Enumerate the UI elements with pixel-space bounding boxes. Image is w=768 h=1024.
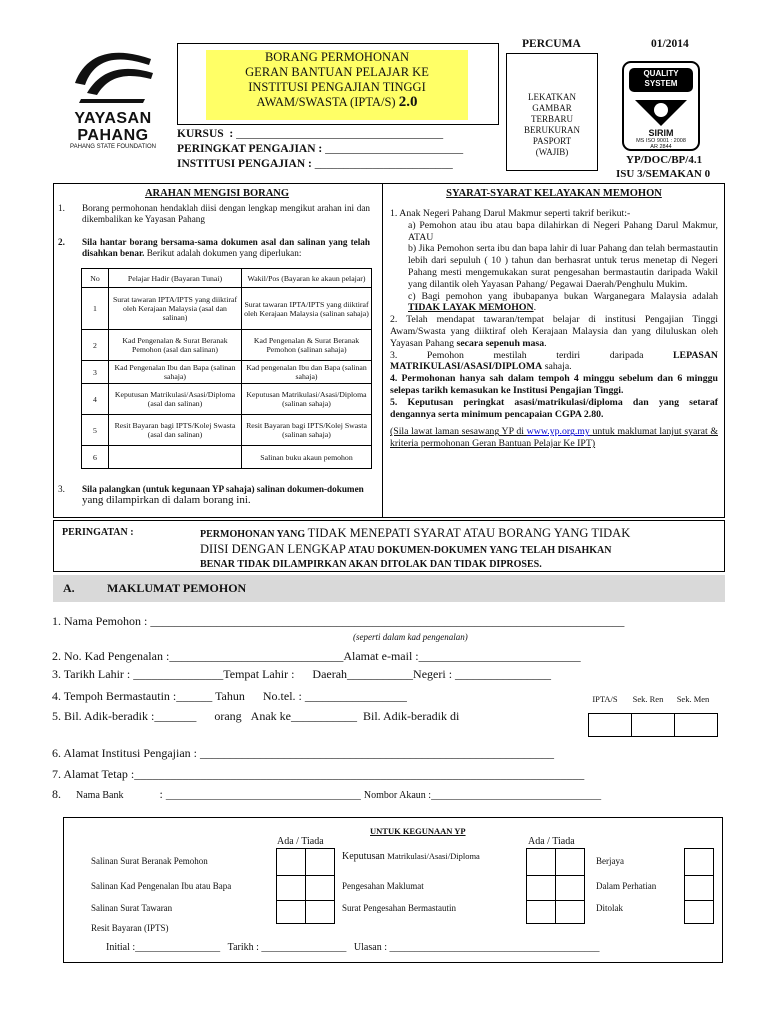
ic-email-field[interactable]: 2. No. Kad Pengenalan :_____________________________Alamat e-mail :___________________________ <box>52 649 581 663</box>
logo-name-1: YAYASAN <box>74 110 152 127</box>
syarat-1c: c) Bagi pemohon yang ibubapanya bukan Warganegara Malaysia adalah TIDAK LAYAK MEMOHON. <box>408 290 718 314</box>
arahan-3-number: 3. <box>58 484 65 494</box>
title-line-1: BORANG PERMOHONAN <box>264 50 410 64</box>
peringatan-label: PERINGATAN : <box>62 527 134 538</box>
col-no: No <box>82 269 109 288</box>
logo-name-2: PAHANG <box>77 127 149 144</box>
documents-table <box>81 268 372 469</box>
section-a-title: MAKLUMAT PEMOHON <box>107 581 247 595</box>
yp-mid-3: Surat Pengesahan Bermastautin <box>342 903 456 913</box>
yp-status-checkboxes <box>684 848 714 924</box>
panel-divider <box>382 183 383 518</box>
peringatan-text: PERMOHONAN YANG TIDAK MENEPATI SYARAT ATAU BORANG YANG TIDAK DIISI DENGAN LENGKAP ATAU DOKUMEN-DOKUMEN YANG TELAH DISAHKAN BENAR TIDAK DILAMPIRKAN AKAN DITOLAK DAN TIDAK DIPROSES. <box>200 526 631 570</box>
sirim-name: SIRIM <box>648 128 674 138</box>
table-row: 6 Salinan buku akaun pemohon <box>82 446 372 469</box>
title-line-3: INSTITUSI PENGAJIAN TINGGI <box>248 80 426 94</box>
checkbox[interactable] <box>527 901 556 924</box>
bank-field[interactable]: 8. Nama Bank : _______________________________________ Nombor Akaun :__________________________________ <box>52 787 602 801</box>
institusi-field[interactable]: INSTITUSI PENGAJIAN : ________________________ <box>177 158 453 170</box>
syarat-list <box>390 208 718 450</box>
nama-pemohon-field[interactable]: 1. Nama Pemohon : _______________________________________________________________________________ <box>52 614 625 628</box>
syarat-4: 4. Permohonan hanya sah dalam tempoh 4 minggu sebelum dan 6 minggu selepas tarikh kemasukan ke Institusi Pengajian Tinggi. <box>390 373 718 396</box>
checkbox[interactable] <box>527 849 556 876</box>
sirim-quality-logo <box>621 60 701 152</box>
col-pelajar-hadir: Pelajar Hadir (Bayaran Tunai) <box>109 269 242 288</box>
yp-right-3: Ditolak <box>596 903 623 913</box>
checkbox[interactable] <box>277 876 306 901</box>
form-title-box <box>177 43 499 125</box>
tarikh-lahir-field[interactable]: 3. Tarikh Lahir : _______________Tempat Lahir : Daerah___________Negeri : ________________ <box>52 667 552 681</box>
arahan-3: Sila palangkan (untuk kegunaan YP sahaja) salinan dokumen-dokumen yang dilampirkan di dalam borang ini. <box>82 484 364 506</box>
checkbox[interactable] <box>277 849 306 876</box>
table-row: 4 Keputusan Matrikulasi/Asasi/Diploma (asal dan salinan) Keputusan Matrikulasi/Asasi/Diploma (salinan sahaja) <box>82 384 372 415</box>
syarat-1: 1. Anak Negeri Pahang Darul Makmur seperti takrif berikut:- <box>390 208 631 219</box>
arahan-heading: ARAHAN MENGISI BORANG <box>144 188 290 199</box>
kursus-field[interactable]: KURSUS : ____________________________________ <box>177 128 444 140</box>
alamat-tetap-field[interactable]: 7. Alamat Tetap :___________________________________________________________________________ <box>52 767 585 781</box>
arahan-2: Sila hantar borang bersama-sama dokumen asal dan salinan yang telah disahkan benar. Berikut adalah dokumen yang diperlukan: <box>82 237 370 258</box>
checkbox[interactable] <box>685 876 714 901</box>
logo-emblem-icon <box>57 43 169 105</box>
yp-left-1: Salinan Surat Beranak Pemohon <box>91 856 208 866</box>
adik-beradik-field[interactable]: 5. Bil. Adik-beradik :_______ orang Anak ke___________ Bil. Adik-beradik di <box>52 709 460 723</box>
table-row: 2 Kad Pengenalan & Surat Beranak Pemohon (asal dan salinan) Kad Pengenalan & Surat Beranak Pemohon (salinan sahaja) <box>82 330 372 361</box>
table-row: 1 Surat tawaran IPTA/IPTS yang diiktiraf oleh Kerajaan Malaysia (asal dan salinan) Surat tawaran IPTA/IPTS yang diiktiraf oleh Kerajaan Malaysia (salinan sahaja) <box>82 288 372 330</box>
checkbox[interactable] <box>527 876 556 901</box>
alamat-institusi-field[interactable]: 6. Alamat Institusi Pengajian : ___________________________________________________________ <box>52 746 554 760</box>
yp-left-3: Salinan Surat Tawaran <box>91 903 173 913</box>
title-line-2: GERAN BANTUAN PELAJAR KE <box>245 65 429 79</box>
ada-tiada-1: Ada / Tiada <box>277 836 324 847</box>
section-a-letter: A. <box>63 581 75 595</box>
syarat-note: (Sila lawat laman sesawang YP di www.yp.org.my untuk maklumat lanjut syarat & kriteria permohonan Geran Bantuan Pelajar Ke IPT) <box>390 426 719 450</box>
ipta-count-box[interactable] <box>589 714 632 737</box>
table-row: 5 Resit Bayaran bagi IPTS/Kolej Swasta (asal dan salinan) Resit Bayaran bagi IPTS/Kolej Swasta (salinan sahaja) <box>82 415 372 446</box>
yayasan-pahang-logo <box>57 43 169 173</box>
nama-note: (seperti dalam kad pengenalan) <box>353 632 468 642</box>
yp-mid-checkboxes <box>526 848 585 924</box>
yp-left-2: Salinan Kad Pengenalan Ibu atau Bapa <box>91 881 232 891</box>
yp-right-2: Dalam Perhatian <box>596 881 657 891</box>
documents-table-header <box>82 269 372 288</box>
form-title <box>206 50 468 120</box>
arahan-1: Borang permohonan hendaklah diisi dengan lengkap mengikut arahan ini dan dikembalikan ke Yayasan Pahang <box>82 203 370 224</box>
table-row: 3 Kad Pengenalan Ibu dan Bapa (salinan sahaja) Kad pengenalan Ibu dan Bapa (salinan sahaja) <box>82 361 372 384</box>
checkbox[interactable] <box>556 876 585 901</box>
doc-code: YP/DOC/BP/4.1 <box>626 154 703 166</box>
checkbox[interactable] <box>685 901 714 924</box>
syarat-3: 3. Pemohon mestilah terdiri daripada LEPASAN MATRIKULASI/ASASI/DIPLOMA sahaja. <box>390 349 718 373</box>
checkbox[interactable] <box>277 901 306 924</box>
yp-mid-2: Pengesahan Maklumat <box>342 881 424 891</box>
ada-tiada-2: Ada / Tiada <box>528 836 575 847</box>
sirim-cert: MS ISO 9001 : 2008 AR 2844 <box>636 138 686 150</box>
syarat-1a: a) Pemohon atau ibu atau bapa dilahirkan di Negeri Pahang Darul Makmur, ATAU <box>408 219 718 243</box>
form-number: 01/2014 <box>651 38 689 50</box>
syarat-2: 2. Telah mendapat tawaran/tempat belajar di institusi Pengajian Tinggi Awam/Swasta yang diiktiraf oleh Kerajaan Malaysia dan yang diluluskan oleh Yayasan Pahang secara sepenuh masa. <box>390 314 718 349</box>
yp-left-checkboxes <box>276 848 335 924</box>
passport-photo-box: LEKATKAN GAMBAR TERBARU BERUKURAN PASPORT (WAJIB) <box>506 53 598 171</box>
yp-right-1: Berjaya <box>596 856 624 866</box>
checkbox[interactable] <box>556 849 585 876</box>
checkbox[interactable] <box>556 901 585 924</box>
checkbox[interactable] <box>685 849 714 876</box>
syarat-5: 5. Keputusan peringkat asasi/matrikulasi/diploma dan yang setaraf dengannya serta minimum pencapaian CGPA 2.80. <box>390 396 718 420</box>
syarat-1b: b) Jika Pemohon serta ibu dan bapa lahir di luar Pahang dan telah bermastautin lebih dari sepuluh ( 10 ) tahun dan berhasrat untuk terus menetap di Negeri Pahang mesti mengemukakan surat pengesahan bermastautin daripada Wakil yang dilantik oleh Yayasan Pahang/ Pegawai Daerah/Penghulu Mukim. <box>408 243 718 290</box>
doc-isu: ISU 3/SEMAKAN 0 <box>616 168 711 180</box>
sek-men-count-box[interactable] <box>675 714 718 737</box>
checkbox[interactable] <box>306 849 335 876</box>
yp-use-heading: UNTUK KEGUNAAN YP <box>370 826 466 836</box>
yp-mid-1: Keputusan Matrikulasi/Asasi/Diploma <box>342 851 480 862</box>
sek-headers: IPTA/S Sek. Ren Sek. Men <box>592 694 710 704</box>
yp-signoff-line[interactable]: Initial :_________________ Tarikh : _________________ Ulasan : __________________________________________ <box>106 942 600 953</box>
syarat-heading: SYARAT-SYARAT KELAYAKAN MEMOHON <box>446 188 662 199</box>
sirim-quality-text: QUALITY SYSTEM <box>643 69 679 88</box>
tempoh-field[interactable]: 4. Tempoh Bermastautin :______ Tahun No.tel. : _________________ <box>52 689 407 703</box>
yp-left-4: Resit Bayaran (IPTS) <box>91 923 169 933</box>
arahan-1-number: 1. <box>58 203 65 213</box>
logo-subtitle: PAHANG STATE FOUNDATION <box>70 144 156 150</box>
sibling-count-boxes <box>588 713 718 737</box>
yp-website-link[interactable]: www.yp.org.my <box>526 426 590 438</box>
sek-ren-count-box[interactable] <box>632 714 675 737</box>
checkbox[interactable] <box>306 876 335 901</box>
peringkat-field[interactable]: PERINGKAT PENGAJIAN : ________________________ <box>177 143 464 155</box>
arahan-2-number: 2. <box>58 237 65 247</box>
title-line-4: AWAM/SWASTA (IPTA/S) 2.0 <box>256 94 418 110</box>
percuma-label: PERCUMA <box>522 38 581 50</box>
title-version: 2.0 <box>398 94 418 110</box>
col-wakil-pos: Wakil/Pos (Bayaran ke akaun pelajar) <box>242 269 372 288</box>
checkbox[interactable] <box>306 901 335 924</box>
